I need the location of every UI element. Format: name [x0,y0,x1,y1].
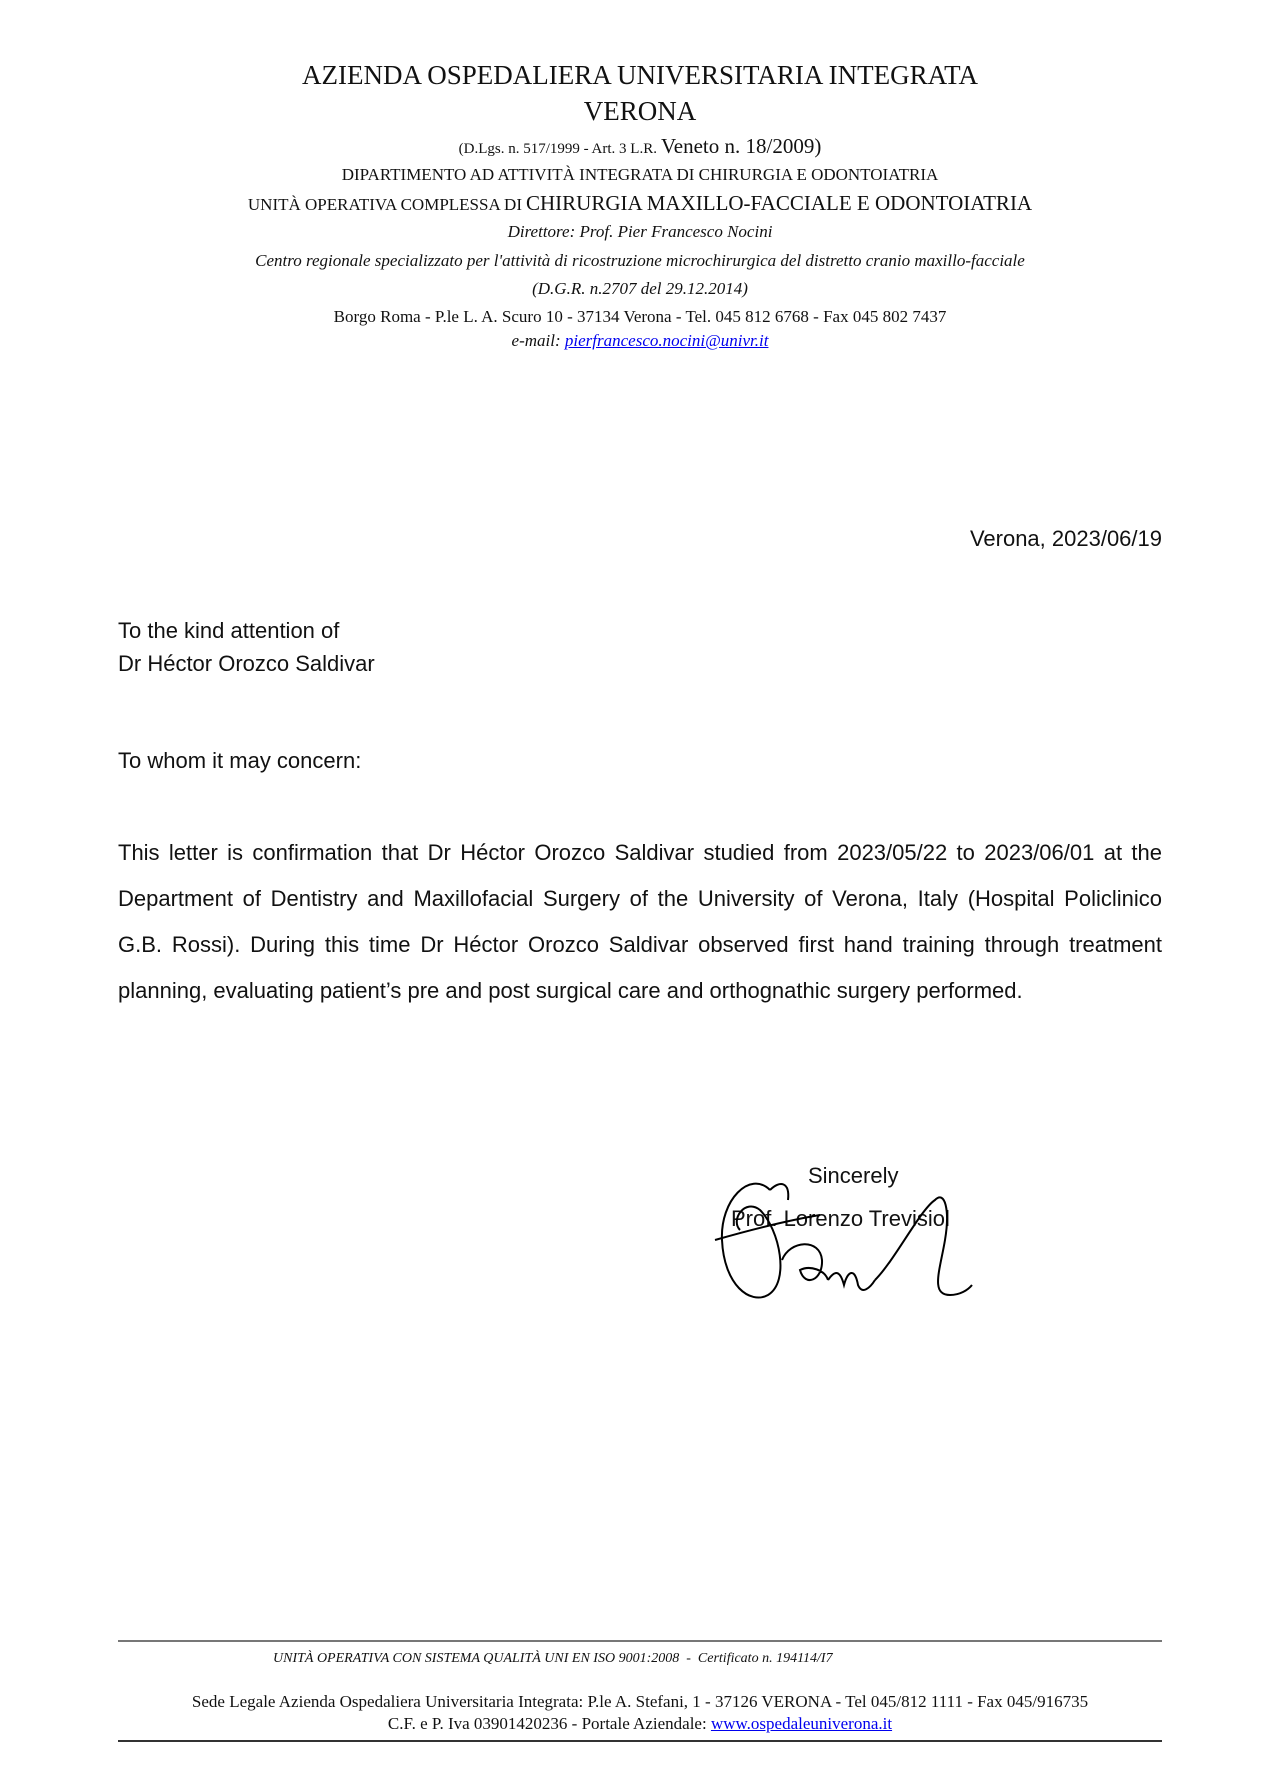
unit: UNITÀ OPERATIVA COMPLESSA DI CHIRURGIA MAXILLO-FACCIALE E ODONTOIATRIA [247,191,1033,215]
dgr-reference: (D.G.R. n.2707 del 29.12.2014) [532,279,748,298]
email-link[interactable]: pierfrancesco.nocini@univr.it [564,331,769,350]
signatory-name: Prof. Lorenzo Trevisiol [731,1206,950,1231]
org-name: AZIENDA OSPEDALIERA UNIVERSITARIA INTEGRATA [302,60,978,90]
address: Borgo Roma - P.le L. A. Scuro 10 - 37134 Verona - Tel. 045 812 6768 - Fax 045 802 7437 [333,307,947,326]
director: Direttore: Prof. Pier Francesco Nocini [507,222,773,241]
centre-description: Centro regionale specializzato per l'attività di ricostruzione microchirurgica del distretto cranio maxillo-facciale [255,251,1025,270]
recipient-name: Dr Héctor Orozco Saldivar [118,651,375,676]
org-city: VERONA [583,96,697,126]
footer-divider-bottom [118,1740,1162,1742]
department: DIPARTIMENTO AD ATTIVITÀ INTEGRATA DI CHIRURGIA E ODONTOIATRIA [341,165,939,184]
salutation: To whom it may concern: [118,748,362,773]
email-line: e-mail: pierfrancesco.nocini@univr.it [511,331,769,350]
letter-date: Verona, 2023/06/19 [969,526,1162,551]
quality-certification: UNITÀ OPERATIVA CON SISTEMA QUALITÀ UNI EN ISO 9001:2008 - Certificato n. 194114/I7 [273,1651,833,1666]
attention-line: To the kind attention of [118,618,340,643]
website-link[interactable]: www.ospedaleuniverona.it [710,1714,893,1733]
closing: Sincerely [808,1163,899,1188]
vat-line: C.F. e P. Iva 03901420236 - Portale Aziendale: www.ospedaleuniverona.it [387,1714,893,1733]
handwritten-signature [710,1170,980,1315]
legal-seat: Sede Legale Azienda Ospedaliera Universitaria Integrata: P.le A. Stefani, 1 - 37126 VERONA - Tel 045/812 1111 - Fax 045/916735 [191,1692,1089,1711]
footer-divider-top [118,1640,1162,1642]
letter-body: This letter is confirmation that Dr Héctor Orozco Saldivar studied from 2023/05/22 to 2023/06/01 at the Department of Dentistry and Maxillofacial Surgery of the University of Verona, Italy (Hospital Policlinico G.B. Rossi). During this time Dr Héctor Orozco Saldivar observed first hand training through treatment planning, evaluating patient’s pre and post surgical care and orthognathic surgery performed. [118,840,1162,1003]
law-reference: (D.Lgs. n. 517/1999 - Art. 3 L.R. Veneto n. 18/2009) [458,134,822,158]
